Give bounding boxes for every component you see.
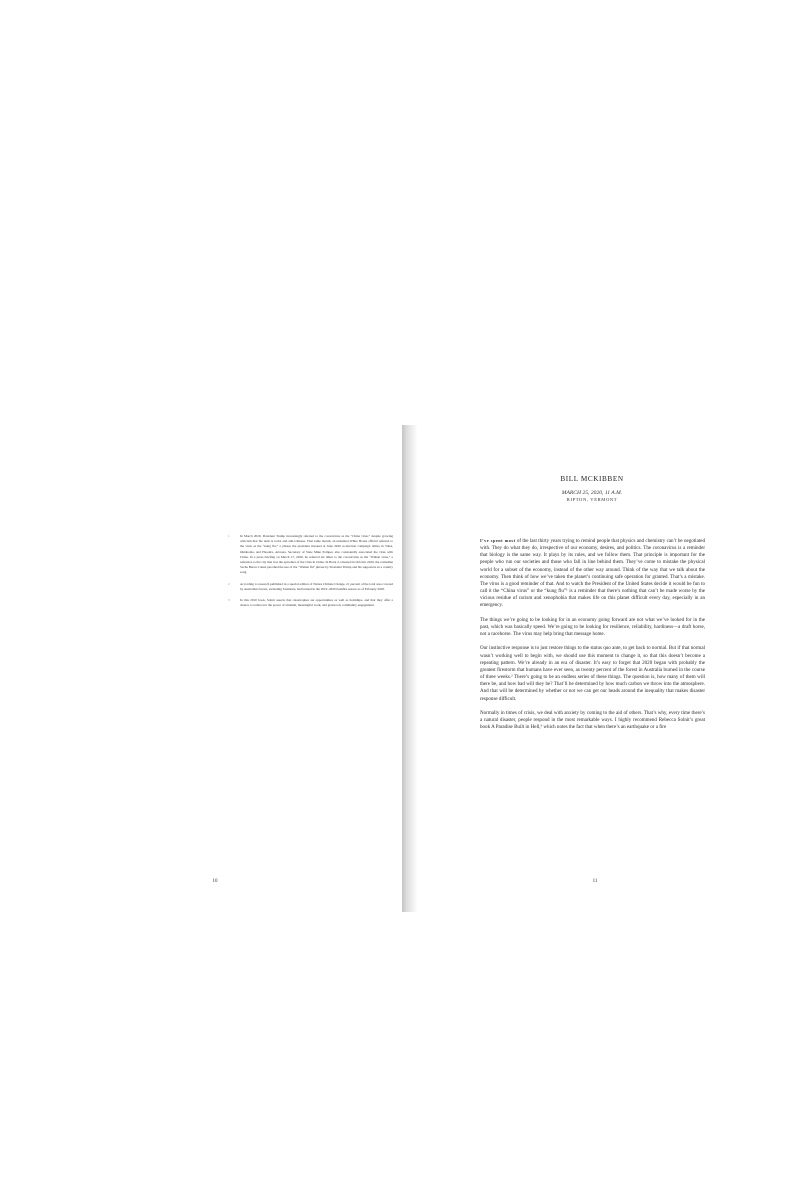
lead-in: I’ve spent most bbox=[480, 538, 516, 543]
footnote-text: In March 2020, President Trump increasingly referred to the coronavirus as the “China virus,” despite growing criticism that the term is racist and anti-Chinese. That same month, an unnamed White House official referred to the virus as the “kung flu,” a phrase the president invoked at June 2020 re-election campaign rallies in Tulsa, Oklahoma, and Phoenix, Arizona. Secretary of State Mike Pompeo also consistently associated the virus with China. In a press briefing on March 17, 2020, he referred six times to the coronavirus as the “Wuhan virus,” a reference to the city that was the epicenter of the virus in China. In Borat 2, released in October 2020, the comedian Sacha Baron Cohen parodied the use of the “Wuhan flu” phrase by President Trump and his supporters in a country song. bbox=[240, 534, 393, 575]
footnote-2 bbox=[228, 582, 393, 592]
footnote-number: 3 bbox=[228, 598, 230, 603]
dateline: MARCH 25, 2020, 11 A.M. bbox=[561, 490, 623, 496]
footnotes-list bbox=[228, 534, 393, 614]
paragraph-4: Normally in times of crisis, we deal with anxiety by coming to the aid of others. That’s why, every time there’s a natural disaster, people respond in the most remarkable ways. I highly recommend Rebecca Solnit’s great book A Paradise Built in Hell,³ which notes the fact that when there’s an earthquake or a fire bbox=[480, 709, 705, 731]
body-text bbox=[480, 537, 705, 739]
page-number-right: 11 bbox=[592, 879, 598, 884]
left-page bbox=[0, 425, 402, 912]
page-number-left: 10 bbox=[212, 879, 218, 884]
footnote-1 bbox=[228, 534, 393, 576]
book-gutter-shadow bbox=[402, 425, 418, 912]
paragraph-1 bbox=[480, 537, 705, 610]
place-line: RIPTON, VERMONT bbox=[566, 497, 618, 502]
footnote-number: 1 bbox=[228, 534, 230, 538]
paragraph-text: of the last thirty years trying to remind people that physics and chemistry can’t be negotiated with. They do what they do, irrespective of our economy, desires, and politics. The coronavirus is a reminder that biology is the same way. It plays by its rules, and we follow them. That principle is important for the people who run our societies and those who fall in line behind them. They’ve come to mistake the physical world for a subset of the economy, instead of the other way around. Think of the way that we talk about the economy. Then think of how we’ve taken the planet’s continuing safe operation for granted. That’s a mistake. The virus is a good reminder of that. And to watch the President of the United States decide it would be fun to call it the “China virus” or the “kung flu”¹ is a reminder that there’s nothing that can’t be made worse by the vicious residue of racism and xenophobia that makes life on this planet difficult every day, especially in an emergency. bbox=[480, 538, 705, 609]
footnote-number: 2 bbox=[228, 581, 230, 586]
footnote-text: According to research published in a special edition of Nature Climate Change, 21 percent of the total area covered by Australian forests, excluding Tasmania, had burned in the 2019–2020 bushfire season as of February 2020. bbox=[240, 581, 393, 591]
right-page bbox=[418, 425, 799, 912]
footnote-3 bbox=[228, 598, 393, 608]
footnote-text: In this 2010 book, Solnit asserts that catastrophes are opportunities as well as hardships, and that they offer a chance to rediscover the power of altruism, meaningful work, and grassroots community engagement. bbox=[240, 598, 393, 608]
author-name: BILL MCKIBBEN bbox=[560, 475, 624, 483]
paragraph-3: Our instinctive response is to just restore things to the status quo ante, to get back to normal. But if that normal wasn’t working well to begin with, we should use this moment to change it, so that this doesn’t become a repeating pattern. We’re already in an era of disaster. It’s easy to forget that 2020 began with probably the greatest firestorm that humans have ever seen, as twenty percent of the forest in Australia burned in the course of three weeks.² There’s going to be an endless series of these things. The question is, how many of them will there be, and how bad will they be? That’ll be determined by how much carbon we throw into the atmosphere. And that will be determined by whether or not we can get our heads around the inequality that makes disaster response difficult. bbox=[480, 645, 705, 702]
paragraph-2: The things we’re going to be looking for in an economy going forward are not what we’ve looked for in the past, which was basically speed. We’re going to be looking for resilience, reliability, hardiness—a draft horse, not a racehorse. The virus may help bring that message home. bbox=[480, 616, 705, 638]
